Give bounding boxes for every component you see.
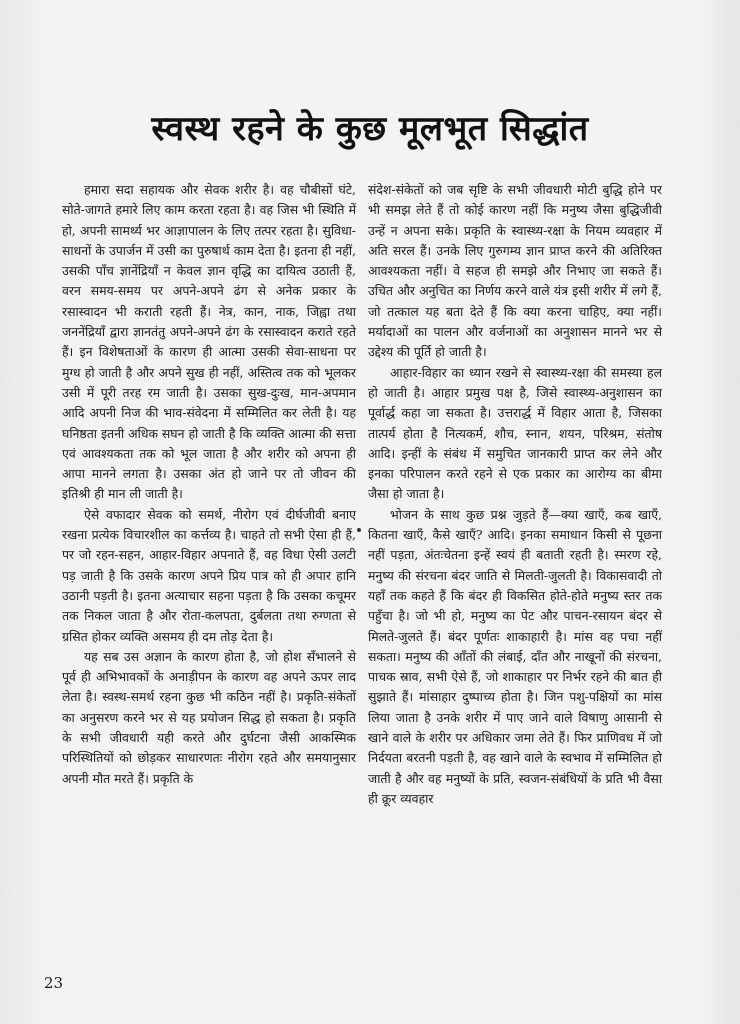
page-number: 23 [44, 974, 64, 992]
margin-dot [357, 528, 361, 532]
paragraph: यह सब उस अज्ञान के कारण होता है, जो होश सँभालने से पूर्व ही अभिभावकों के अनाड़ीपन के कारण वह अपने ऊपर लाद लेता है। स्वस्थ-समर्थ रहना कुछ भी कठिन नहीं है। प्रकृति-संकेतों का अनुसरण करने भर से यह प्रयोजन सिद्ध हो सकता है। प्रकृति के सभी जीवधारी यही करते और दुर्घटना जैसी आकस्मिक परिस्थितियों को छोड़कर साधारणतः नीरोग रहते और समयानुसार अपनी मौत मरते हैं। प्रकृति के [62, 648, 356, 786]
paragraph: संदेश-संकेतों को जब सृष्टि के सभी जीवधारी मोटी बुद्धि होने पर भी समझ लेते हैं तो कोई कारण नहीं कि मनुष्य जैसा बुद्धिजीवी उन्हें न अपना सके। प्रकृति के स्वास्थ्य-रक्षा के नियम व्यवहार में अति सरल हैं। उनके लिए गुरुगम्य ज्ञान प्राप्त करने की अतिरिक्त आवश्यकता नहीं। वे सहज ही समझे और निभाए जा सकते हैं। उचित और अनुचित का निर्णय करने वाले यंत्र इसी शरीर में लगे हैं, जो तत्काल यह बता देते हैं कि क्या करना चाहिए, क्या नहीं। मर्यादाओं का पालन और वर्जनाओं का अनुशासन मानने भर से उद्देश्य की पूर्ति हो जाती है। [368, 182, 662, 360]
chapter-title: स्वस्थ रहने के कुछ मूलभूत सिद्धांत [151, 109, 589, 149]
paragraph: हमारा सदा सहायक और सेवक शरीर है। वह चौबीसों घंटे, सोते-जागते हमारे लिए काम करता रहता है। वह जिस भी स्थिति में हो, अपनी सामर्थ्य भर आज्ञापालन के लिए तत्पर रहता है। सुविधा-साधनों के उपार्जन में उसी का पुरुषार्थ काम देता है। इतना ही नहीं, उसकी पाँच ज्ञानेंद्रियाँ न केवल ज्ञान वृद्धि का दायित्व उठाती हैं, वरन समय-समय पर अपने-अपने ढंग से अनेक प्रकार के रसास्वादन भी कराती रहती हैं। नेत्र, कान, नाक, जिह्वा तथा जननेंद्रियाँ द्वारा ज्ञानतंतु अपने-अपने ढंग के रसास्वादन कराते रहते हैं। इन विशेषताओं के कारण ही आत्मा उसकी सेवा-साधना पर मुग्ध हो जाती है और अपने सुख ही नहीं, अस्तित्व तक को भूलकर उसी में पूरी तरह रम जाती है। उसका सुख-दुःख, मान-अपमान आदि अपनी निज की भाव-संवेदना में सम्मिलित कर लेती है। यह घनिष्ठता इतनी अधिक सघन हो जाती है कि व्यक्ति आत्मा की सत्ता एवं आवश्यकता तक को भूल जाता है और शरीर को अपना ही आपा मानने लगता है। उसका अंत हो जाने पर तो जीवन की इतिश्री ही मान ली जाती है। [62, 182, 356, 502]
left-column [62, 180, 356, 789]
paragraph: आहार-विहार का ध्यान रखने से स्वास्थ्य-रक्षा की समस्या हल हो जाती है। आहार प्रमुख पक्ष है, जिसे स्वास्थ्य-अनुशासन का पूर्वार्द्ध कहा जा सकता है। उत्तरार्द्ध में विहार आता है, जिसका तात्पर्य होता है नित्यकर्म, शौच, स्नान, शयन, परिश्रम, संतोष आदि। इन्हीं के संबंध में समुचित जानकारी प्राप्त कर लेने और इनका परिपालन करते रहने से एक प्रकार का आरोग्य का बीमा जैसा हो जाता है। [368, 364, 662, 502]
paragraph: भोजन के साथ कुछ प्रश्न जुड़ते हैं—क्या खाएँ, कब खाएँ, कितना खाएँ, कैसे खाएँ? आदि। इनका समाधान किसी से पूछना नहीं पड़ता, अंतःचेतना इन्हें स्वयं ही बताती रहती है। स्मरण रहे, मनुष्य की संरचना बंदर जाति से मिलती-जुलती है। विकासवादी तो यहाँ तक कहते हैं कि बंदर ही विकसित होते-होते मनुष्य स्तर तक पहुँचा है। जो भी हो, मनुष्य का पेट और पाचन-रसायन बंदर से मिलते-जुलते हैं। बंदर पूर्णतः शाकाहारी है। मांस वह पचा नहीं सकता। मनुष्य की आँतों की लंबाई, दाँत और नाखूनों की संरचना, पाचक स्राव, सभी ऐसे हैं, जो शाकाहार पर निर्भर रहने की बात ही सुझाते हैं। मांसाहार दुष्पाच्य होता है। जिन पशु-पक्षियों का मांस लिया जाता है उनके शरीर में पाए जाने वाले विषाणु आसानी से खाने वाले के शरीर पर अधिकार जमा लेते हैं। फिर प्राणिवध में जो निर्दयता बरतनी पड़ती है, वह खाने वाले के स्वभाव में सम्मिलित हो जाती है और वह मनुष्यों के प्रति, स्वजन-संबंधियों के प्रति भी वैसा ही क्रूर व्यवहार [368, 506, 662, 806]
right-column [368, 180, 662, 809]
paragraph: ऐसे वफादार सेवक को समर्थ, नीरोग एवं दीर्घजीवी बनाए रखना प्रत्येक विचारशील का कर्त्तव्य है। चाहते तो सभी ऐसा ही हैं, पर जो रहन-सहन, आहार-विहार अपनाते हैं, वह विधा ऐसी उलटी पड़ जाती है कि उसके कारण अपने प्रिय पात्र को ही अपार हानि उठानी पड़ती है। इतना अत्याचार सहना पड़ता है कि उसका कचूमर तक निकल जाता है और रोता-कलपता, दुर्बलता तथा रुग्णता से ग्रसित होकर व्यक्ति असमय ही दम तोड़ देता है। [62, 506, 356, 644]
